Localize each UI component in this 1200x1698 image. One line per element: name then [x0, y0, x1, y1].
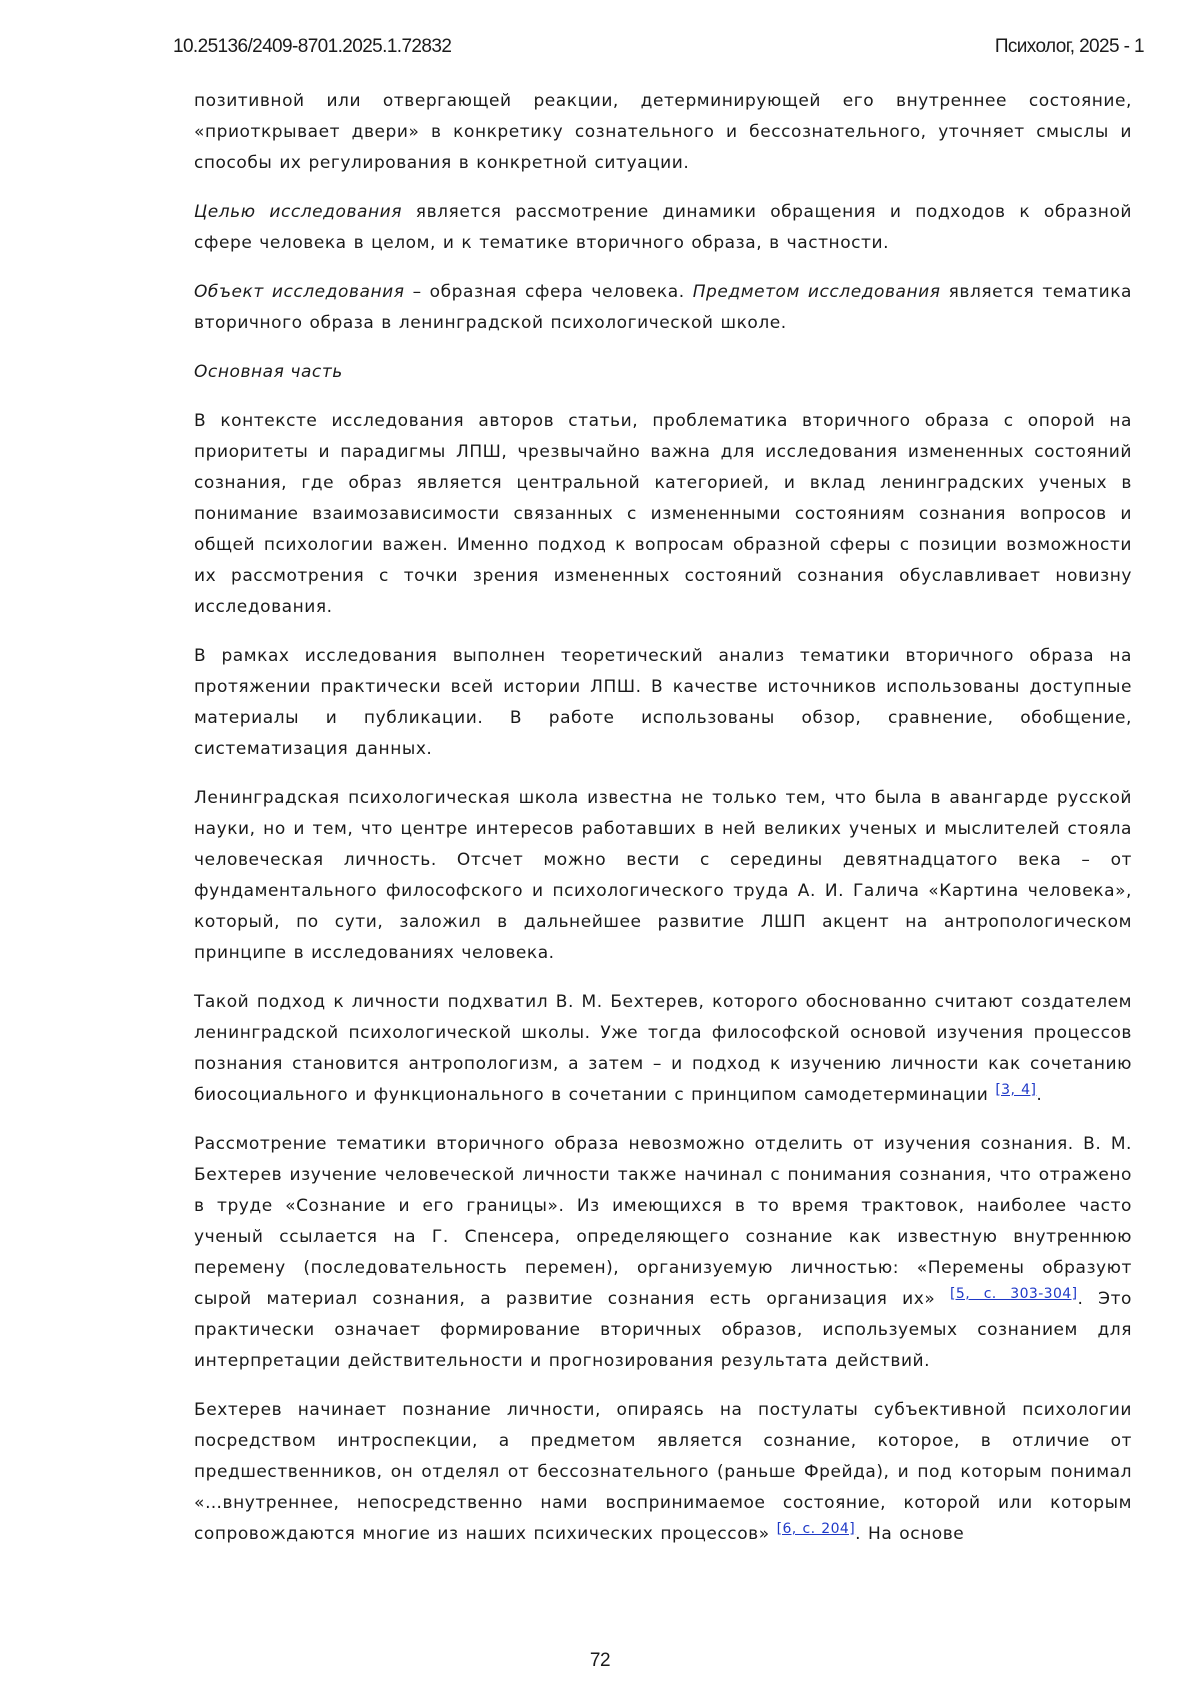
paragraph-object-subject: [194, 277, 1132, 339]
section-heading: Основная часть: [194, 357, 1132, 388]
subjective-psychology-end: . На основе: [855, 1524, 964, 1544]
subject-text: является тематика вторичного образа в ленинградской психологической школе.: [194, 282, 1132, 333]
journal-header: Психолог, 2025 - 1: [995, 36, 1144, 58]
consciousness-end: . Это практически означает формирование вторичных образов, используемых сознанием для интерпретации действительности и прогнозирования результата действий.: [194, 1289, 1132, 1371]
research-goal-label: Целью исследования: [194, 202, 402, 222]
paragraph-subjective-psychology: [194, 1395, 1132, 1550]
bekhterev-approach-text: Такой подход к личности подхватил В. М. Бехтерев, которого обоснованно считают создателем ленинградской психологической школы. Уже тогда философской основой изучения процессов познания становится антропологизм, а затем – и подход к изучению личности как сочетанию биосоциального и функционального в сочетании с принципом самодетерминации: [194, 992, 1132, 1105]
subjective-psychology-text: Бехтерев начинает познание личности, опираясь на постулаты субъективной психологии посредством интроспекции, а предметом является сознание, которое, в отличие от предшественников, он отделял от бессознательного (раньше Фрейда), и под которым понимал «…внутреннее, непосредственно нами воспринимаемое состояние, которой или которым сопровождаются многие из наших психических процессов»: [194, 1400, 1132, 1544]
paragraph-consciousness: [194, 1129, 1132, 1377]
citation-link-3-4[interactable]: [3, 4]: [995, 1082, 1036, 1098]
object-label: Объект исследования: [194, 282, 405, 302]
citation-link-6[interactable]: [6, с. 204]: [777, 1521, 855, 1537]
object-text: – образная сфера человека.: [405, 282, 693, 302]
doi-header: 10.25136/2409-8701.2025.1.72832: [173, 36, 451, 58]
paragraph-intro-continuation: позитивной или отвергающей реакции, детерминирующей его внутреннее состояние, «приоткрывает двери» в конкретику сознательного и бессознательного, уточняет смыслы и способы их регулирования в конкретной ситуации.: [194, 86, 1132, 179]
consciousness-text: Рассмотрение тематики вторичного образа невозможно отделить от изучения сознания. В. М. Бехтерев изучение человеческой личности также начинал с понимания сознания, что отражено в труде «Сознание и его границы». Из имеющихся в то время трактовок, наиболее часто ученый ссылается на Г. Спенсера, определяющего сознание как известную внутреннюю перемену (последовательность перемен), организуемую личностью: «Перемены образуют сырой материал сознания, а развитие сознания есть организация их»: [194, 1134, 1132, 1309]
bekhterev-approach-end: .: [1036, 1085, 1042, 1105]
paragraph-novelty: В контексте исследования авторов статьи, проблематика вторичного образа с опорой на приоритеты и парадигмы ЛПШ, чрезвычайно важна для исследования измененных состояний сознания, где образ является центральной категорией, и вклад ленинградских ученых в понимание взаимозависимости связанных с измененными состояниям сознания вопросов и общей психологии важен. Именно подход к вопросам образной сферы с позиции возможности их рассмотрения с точки зрения измененных состояний сознания обуславливает новизну исследования.: [194, 406, 1132, 623]
paragraph-bekhterev-approach: [194, 987, 1132, 1111]
subject-label: Предметом исследования: [693, 282, 941, 302]
page-number: 72: [0, 1650, 1200, 1672]
citation-link-5[interactable]: [5, с. 303-304]: [950, 1286, 1077, 1302]
research-goal-text: является рассмотрение динамики обращения и подходов к образной сфере человека в целом, и к тематике вторичного образа, в частности.: [194, 202, 1132, 253]
article-body: [194, 86, 1132, 1568]
paragraph-methods: В рамках исследования выполнен теоретический анализ тематики вторичного образа на протяжении практически всей истории ЛПШ. В качестве источников использованы доступные материалы и публикации. В работе использованы обзор, сравнение, обобщение, систематизация данных.: [194, 641, 1132, 765]
paragraph-research-goal: [194, 197, 1132, 259]
paragraph-leningrad-school: Ленинградская психологическая школа известна не только тем, что была в авангарде русской науки, но и тем, что центре интересов работавших в ней великих ученых и мыслителей стояла человеческая личность. Отсчет можно вести с середины девятнадцатого века – от фундаментального философского и психологического труда А. И. Галича «Картина человека», который, по сути, заложил в дальнейшее развитие ЛШП акцент на антропологическом принципе в исследованиях человека.: [194, 783, 1132, 969]
